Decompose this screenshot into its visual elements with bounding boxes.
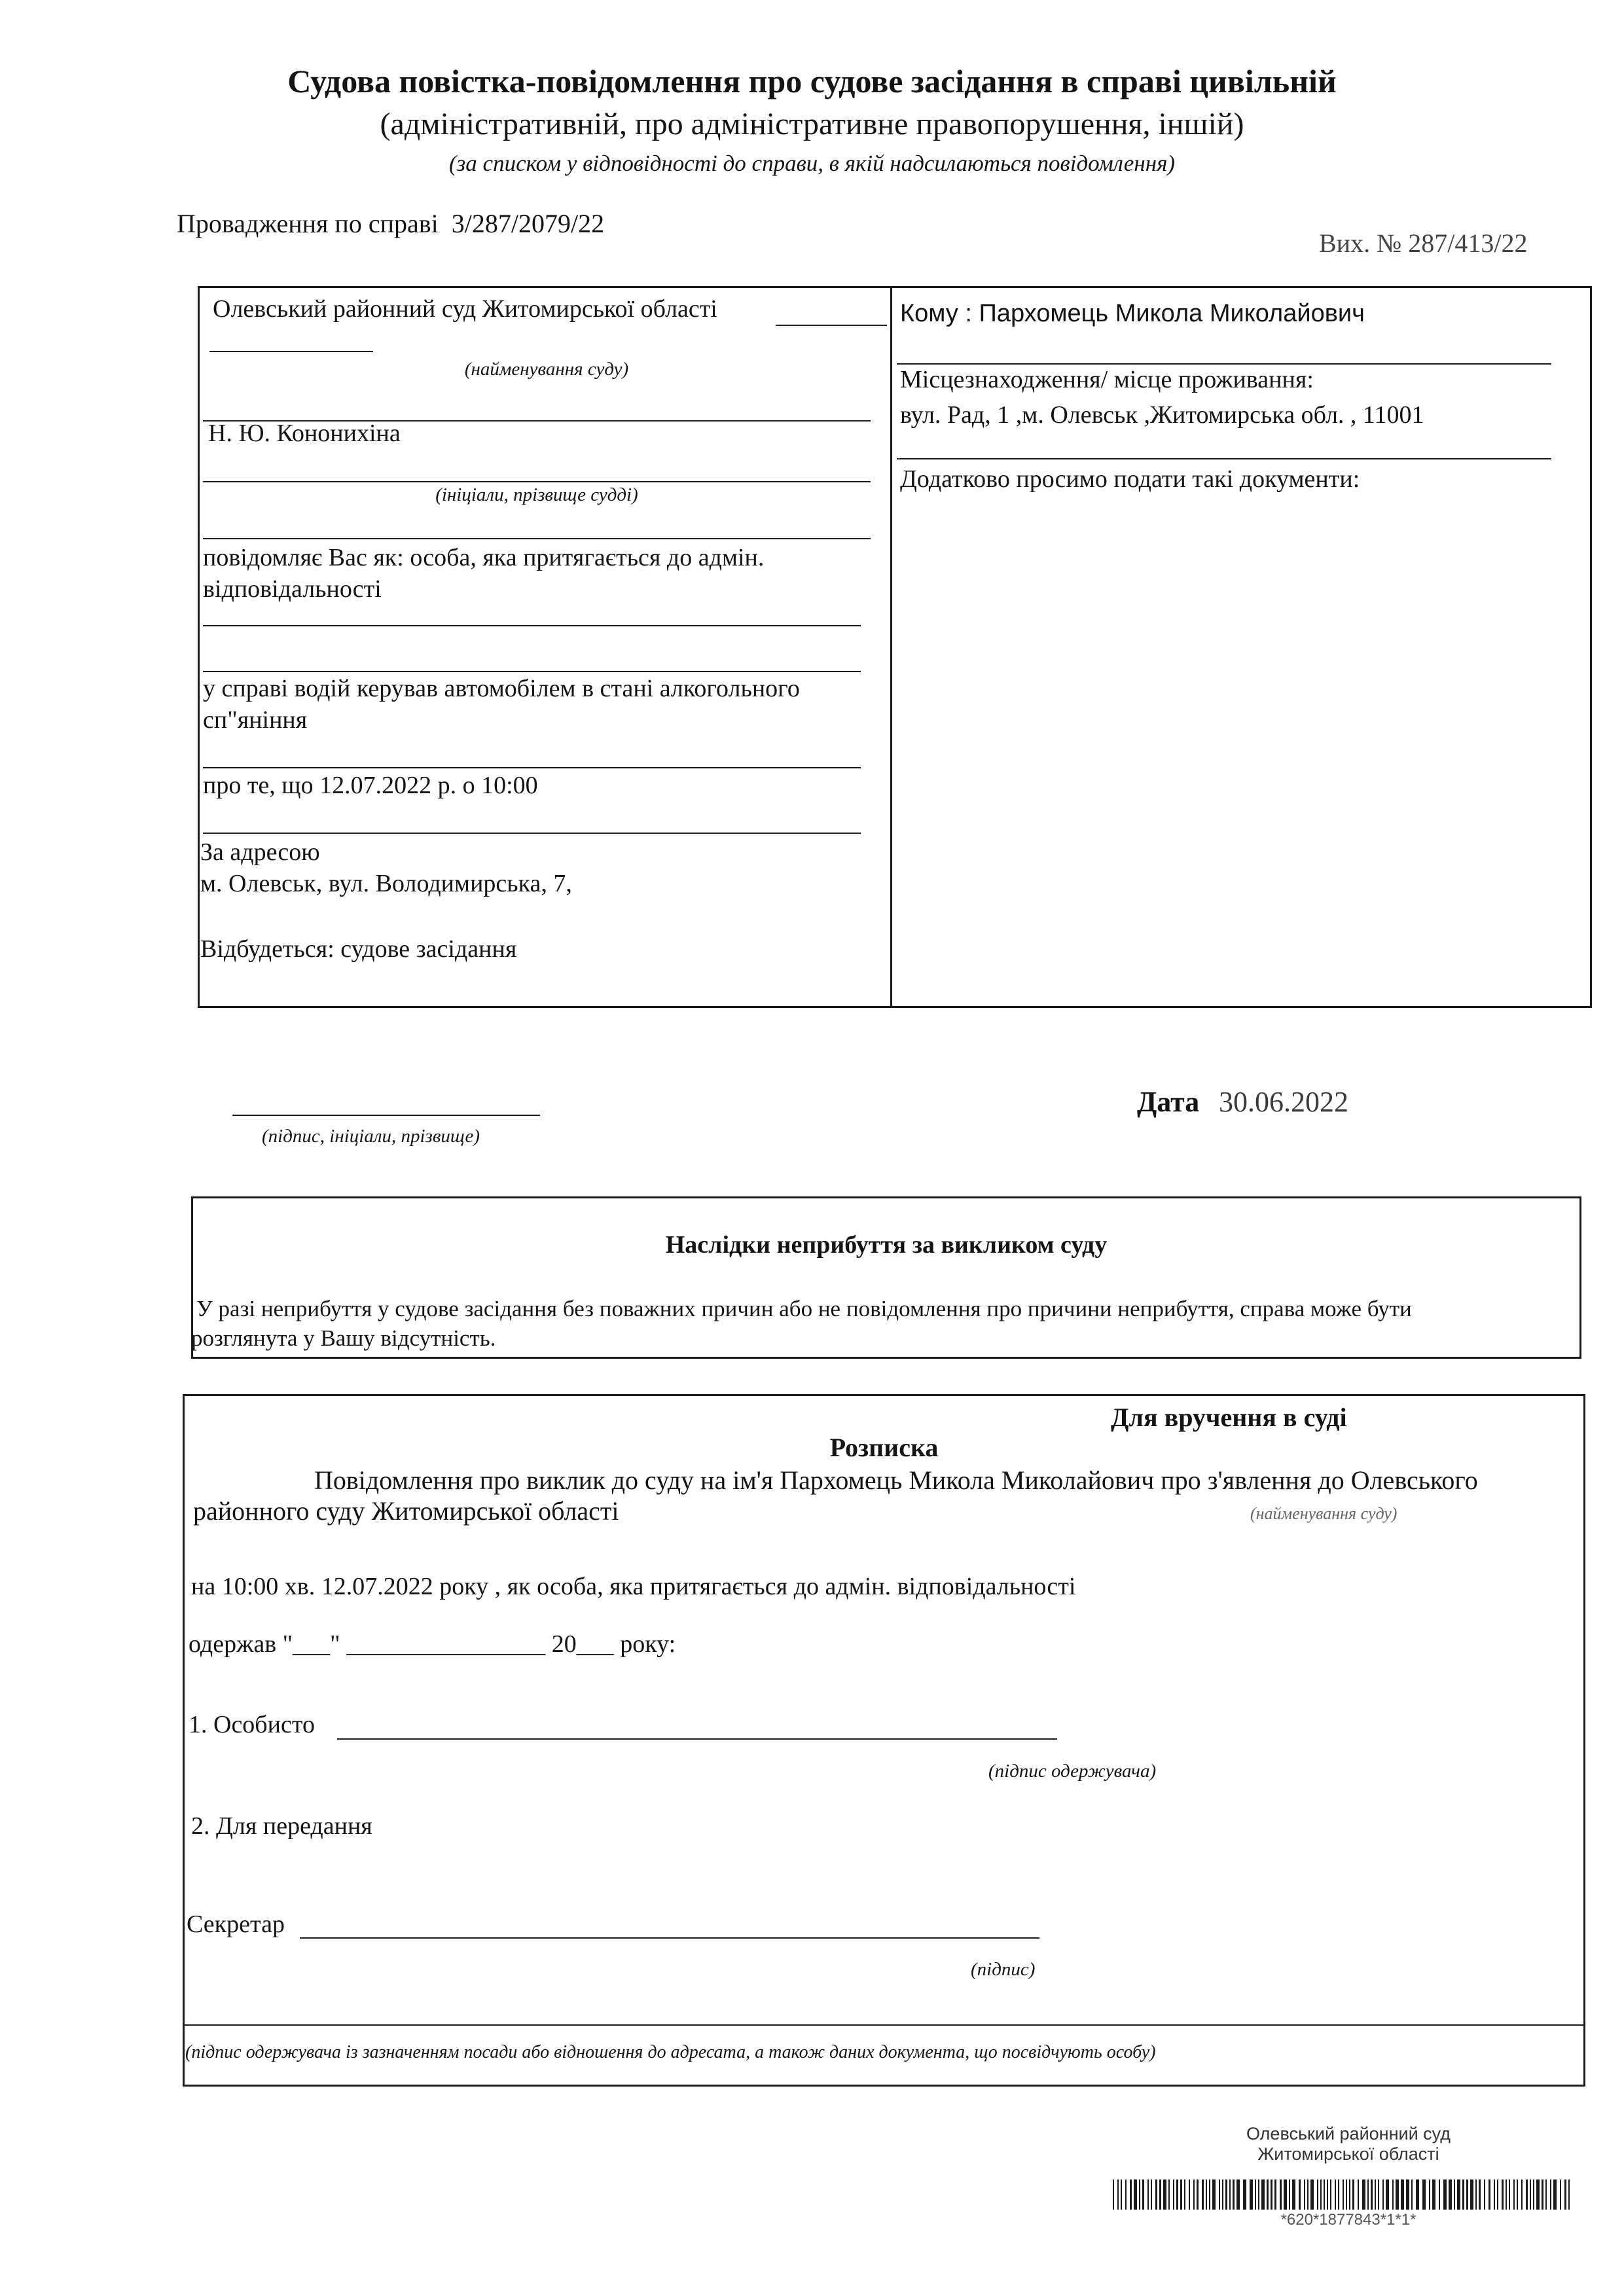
recipient-name: Кому : Пархомець Микола Миколайович <box>900 300 1365 327</box>
barcode-bar <box>1155 2179 1157 2210</box>
address-line <box>897 458 1551 459</box>
receipt-footer-note: (підпис одержувача із зазначенням посади або відношення до адресата, а також даних документа, що посвідчують особу) <box>185 2042 1156 2062</box>
barcode-bar <box>1159 2179 1161 2210</box>
barcode-bar <box>1362 2179 1365 2210</box>
barcode-bar <box>1173 2179 1174 2210</box>
barcode-bar <box>1564 2179 1566 2210</box>
barcode-bar <box>1513 2179 1515 2210</box>
barcode-bar <box>1222 2179 1223 2210</box>
barcode-bar <box>1180 2179 1182 2210</box>
case-description-line2: сп"яніння <box>203 706 308 734</box>
barcode-bar <box>1274 2179 1276 2210</box>
address-label: За адресою <box>200 838 320 866</box>
outgoing-number: Вих. № 287/413/22 <box>1319 228 1528 258</box>
barcode-bar <box>1484 2179 1485 2210</box>
barcode-bar <box>1489 2179 1490 2210</box>
consequences-text-line2: розглянута у Вашу відсутність. <box>191 1325 496 1351</box>
barcode-bar <box>1139 2179 1140 2210</box>
barcode-bar <box>1349 2179 1350 2210</box>
barcode-bar <box>1219 2179 1220 2210</box>
barcode-bar <box>1542 2179 1543 2210</box>
document-title: Судова повістка-повідомлення про судове засідання в справі цивільній <box>287 63 1337 99</box>
case-number-line <box>177 208 604 239</box>
barcode-bar <box>1457 2179 1460 2210</box>
barcode-bar <box>1184 2179 1185 2210</box>
barcode-bar <box>1401 2179 1404 2210</box>
barcode-bar <box>1121 2179 1122 2210</box>
barcode-bar <box>1475 2179 1477 2210</box>
barcode-bar <box>1330 2179 1331 2210</box>
notifies-as-line2: відповідальності <box>203 575 382 603</box>
barcode-bar <box>1206 2179 1207 2210</box>
barcode-bar <box>1113 2179 1114 2210</box>
barcode-bar <box>1526 2179 1528 2210</box>
barcode-bar <box>1378 2179 1379 2210</box>
barcode-bar <box>1338 2179 1339 2210</box>
barcode-bar <box>1422 2179 1426 2210</box>
barcode-bar <box>1202 2179 1204 2210</box>
barcode-bar <box>1550 2179 1551 2210</box>
barcode-bar <box>1358 2179 1359 2210</box>
barcode-bar <box>1168 2179 1170 2210</box>
barcode-bar <box>1432 2179 1435 2210</box>
barcode-bar <box>1280 2179 1282 2210</box>
barcode-bar <box>1304 2179 1305 2210</box>
receipt-text-line2: районного суду Житомирської області <box>193 1496 619 1526</box>
recipient-line <box>897 363 1551 365</box>
received-line: одержав "___" ________________ 20___ року: <box>189 1630 676 1658</box>
barcode-bar <box>1375 2179 1376 2210</box>
barcode-bar <box>1497 2179 1498 2210</box>
barcode-bar <box>1449 2179 1452 2210</box>
barcode-bar <box>1335 2179 1336 2210</box>
barcode-bar <box>1134 2179 1137 2210</box>
case-description-line1: у справі водій керував автомобілем в стані алкогольного <box>203 675 800 702</box>
barcode-bar <box>1416 2179 1419 2210</box>
barcode-bar <box>1406 2179 1409 2210</box>
court-name-caption: (найменування суду) <box>464 359 629 380</box>
barcode-bar <box>1560 2179 1561 2210</box>
barcode-bar <box>1255 2179 1256 2210</box>
barcode-bar <box>1382 2179 1384 2210</box>
document-subtitle: (адміністративній, про адміністративне правопорушення, іншій) <box>380 107 1244 141</box>
judge-line <box>203 481 871 482</box>
barcode-bar <box>1439 2179 1440 2210</box>
signature-caption: (підпис, ініціали, прізвище) <box>262 1126 480 1147</box>
barcode-bar <box>1392 2179 1394 2210</box>
hearing-datetime-line <box>203 833 861 834</box>
hearing-address: м. Олевськ, вул. Володимирська, 7, <box>200 870 572 897</box>
barcode <box>1113 2179 1571 2210</box>
barcode-bar <box>1536 2179 1540 2210</box>
stamp-line1: Олевський районний суд <box>1246 2124 1451 2144</box>
barcode-bar <box>1176 2179 1178 2210</box>
barcode-bar <box>1327 2179 1328 2210</box>
barcode-bar <box>1509 2179 1510 2210</box>
judge-name: Н. Ю. Кононихіна <box>208 420 401 447</box>
location-label: Місцезнаходження/ місце проживання: <box>900 366 1314 393</box>
stamp-line2: Житомирської області <box>1257 2144 1439 2164</box>
barcode-bar <box>1367 2179 1369 2210</box>
barcode-bar <box>1470 2179 1473 2210</box>
barcode-bar <box>1346 2179 1347 2210</box>
barcode-bar <box>1479 2179 1481 2210</box>
barcode-bar <box>1209 2179 1210 2210</box>
barcode-bar <box>1267 2179 1269 2210</box>
secretary-signature-line <box>300 1937 1039 1939</box>
secretary-label: Секретар <box>187 1910 285 1938</box>
barcode-bar <box>1454 2179 1455 2210</box>
consequences-title: Наслідки неприбуття за викликом суду <box>665 1231 1108 1259</box>
case-label: Провадження по справі <box>177 209 439 238</box>
barcode-bar <box>1371 2179 1373 2210</box>
barcode-bar <box>1142 2179 1144 2210</box>
barcode-bar <box>1271 2179 1272 2210</box>
receipt-court-caption: (найменування суду) <box>1250 1504 1398 1523</box>
barcode-bar <box>1212 2179 1216 2210</box>
notice-table <box>198 286 1592 1008</box>
court-name-fill-line <box>776 325 887 326</box>
barcode-bar <box>1233 2179 1235 2210</box>
receipt-text-line1: Повідомлення про виклик до суду на ім'я Пархомець Микола Миколайович про з'явлення до Олевського <box>314 1465 1478 1495</box>
barcode-bar <box>1250 2179 1253 2210</box>
barcode-bar <box>1163 2179 1166 2210</box>
barcode-bar <box>1386 2179 1389 2210</box>
barcode-bar <box>1553 2179 1557 2210</box>
personally-signature-line <box>337 1738 1057 1740</box>
barcode-bar <box>1225 2179 1227 2210</box>
barcode-bar <box>1462 2179 1464 2210</box>
barcode-bar <box>1443 2179 1447 2210</box>
barcode-bar <box>1236 2179 1240 2210</box>
barcode-bar <box>1568 2179 1570 2210</box>
barcode-text: *620*1877843*1*1* <box>1280 2211 1416 2229</box>
barcode-bar <box>1289 2179 1290 2210</box>
barcode-bar <box>1307 2179 1308 2210</box>
barcode-bar <box>1292 2179 1295 2210</box>
document-note: (за списком у відповідності до справи, в якій надсилаються повідомлення) <box>448 151 1175 176</box>
barcode-bar <box>1429 2179 1430 2210</box>
barcode-bar <box>1261 2179 1265 2210</box>
receipt-footer-line <box>183 2024 1584 2026</box>
judge-caption: (ініціали, прізвище судді) <box>435 484 638 505</box>
date-value: 30.06.2022 <box>1219 1086 1348 1118</box>
recipient-address: вул. Рад, 1 ,м. Олевськ ,Житомирська обл. , 11001 <box>900 401 1424 429</box>
notifies-line-b <box>203 671 861 672</box>
barcode-bar <box>1502 2179 1504 2210</box>
hearing-datetime: про те, що 12.07.2022 р. о 10:00 <box>203 772 538 799</box>
barcode-bar <box>1151 2179 1152 2210</box>
barcode-bar <box>1396 2179 1399 2210</box>
barcode-bar <box>1533 2179 1534 2210</box>
barcode-bar <box>1193 2179 1195 2210</box>
barcode-bar <box>1310 2179 1314 2210</box>
signature-line <box>232 1115 540 1116</box>
recipient-signature-caption: (підпис одержувача) <box>988 1761 1157 1782</box>
receipt-title: Розписка <box>829 1433 939 1462</box>
barcode-bar <box>1411 2179 1413 2210</box>
barcode-bar <box>1299 2179 1301 2210</box>
court-name: Олевський районний суд Житомирської області <box>213 295 717 323</box>
barcode-bar <box>1530 2179 1531 2210</box>
barcode-bar <box>1517 2179 1518 2210</box>
barcode-bar <box>1125 2179 1127 2210</box>
case-description-line <box>203 767 861 768</box>
court-name-line-2 <box>209 351 373 352</box>
barcode-bar <box>1521 2179 1523 2210</box>
barcode-bar <box>1130 2179 1132 2210</box>
barcode-bar <box>1494 2179 1495 2210</box>
barcode-bar <box>1545 2179 1547 2210</box>
personally-label: 1. Особисто <box>189 1711 315 1738</box>
barcode-bar <box>1117 2179 1119 2210</box>
for-court-label: Для вручення в суді <box>1111 1403 1347 1432</box>
barcode-bar <box>1352 2179 1354 2210</box>
barcode-bar <box>1320 2179 1322 2210</box>
barcode-bar <box>1506 2179 1507 2210</box>
barcode-bar <box>1284 2179 1287 2210</box>
notifies-as-line1: повідомляє Вас як: особа, яка притягається до адмін. <box>203 544 765 571</box>
barcode-bar <box>1317 2179 1318 2210</box>
hearing-event: Відбудеться: судове засідання <box>200 935 517 963</box>
documents-request: Додатково просимо подати такі документи: <box>900 465 1360 493</box>
barcode-bar <box>1147 2179 1149 2210</box>
barcode-bar <box>1466 2179 1468 2210</box>
barcode-bar <box>1343 2179 1344 2210</box>
case-number: 3/287/2079/22 <box>451 209 605 238</box>
barcode-bar <box>1189 2179 1190 2210</box>
table-column-divider <box>890 286 892 1008</box>
judge-caption-line <box>203 538 871 539</box>
barcode-bar <box>1197 2179 1199 2210</box>
transfer-label: 2. Для передання <box>191 1812 372 1840</box>
barcode-bar <box>1258 2179 1259 2210</box>
consequences-text-line1: У разі неприбуття у судове засідання без поважних причин або не повідомлення про причини неприбуття, справа може бути <box>196 1296 1412 1321</box>
receipt-time-line: на 10:00 хв. 12.07.2022 року , як особа, яка притягається до адмін. відповідальності <box>191 1573 1076 1600</box>
notifies-line-a <box>203 625 861 626</box>
secretary-signature-caption: (підпис) <box>971 1959 1036 1980</box>
barcode-bar <box>1243 2179 1246 2210</box>
barcode-bar <box>1229 2179 1231 2210</box>
date-label: Дата <box>1137 1086 1200 1118</box>
barcode-bar <box>1324 2179 1325 2210</box>
